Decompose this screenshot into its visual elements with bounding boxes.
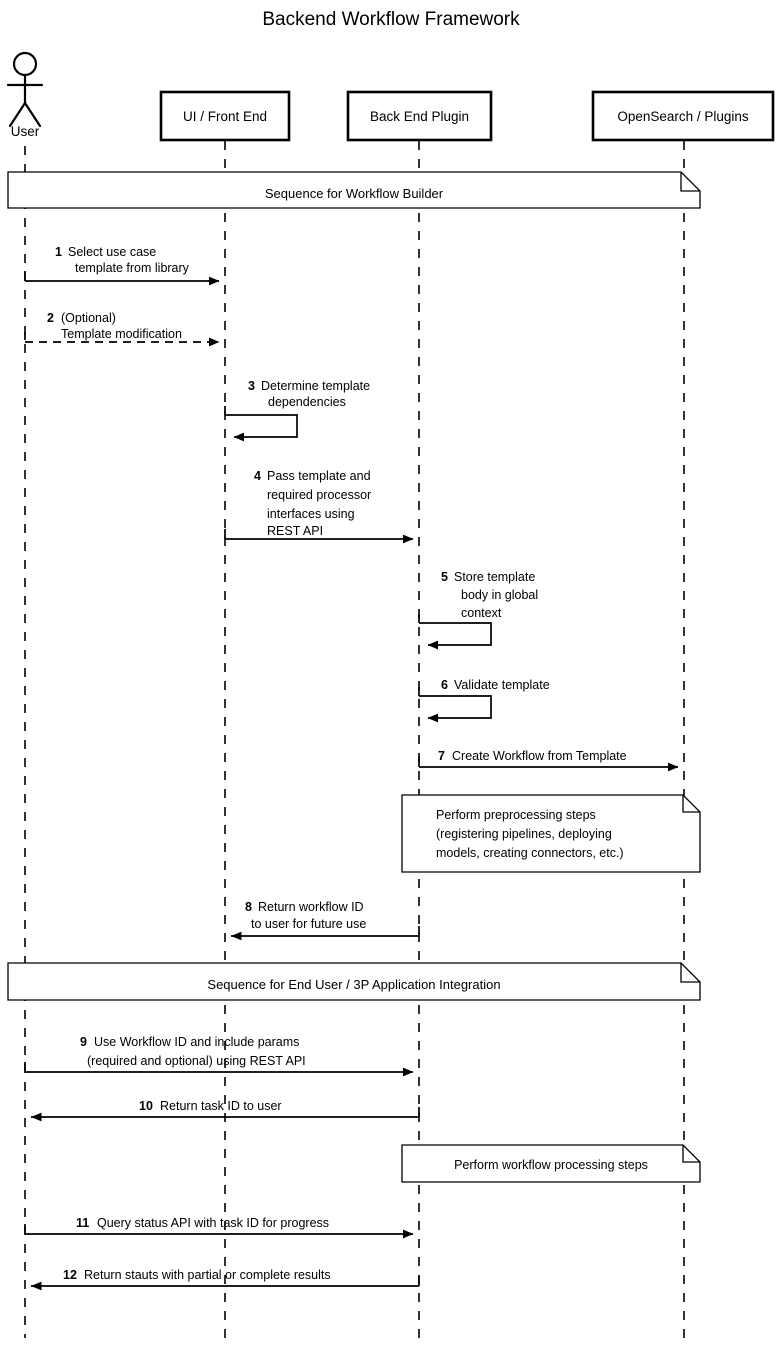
note-perform-preprocessing-steps <box>402 795 700 872</box>
message-3-line-2: dependencies <box>268 395 346 409</box>
message-3 <box>225 379 370 437</box>
message-8 <box>231 900 419 936</box>
participant-back-end-plugin[interactable] <box>348 92 491 140</box>
message-4 <box>225 469 413 539</box>
message-8-line-2: to user for future use <box>251 917 367 931</box>
participant-ui-front-end[interactable] <box>161 92 289 140</box>
message-2-line-2: Template modification <box>61 327 182 341</box>
message-9 <box>25 1035 413 1072</box>
message-4-line-1: Pass template and <box>267 469 371 483</box>
message-4-number: 4 <box>254 469 261 483</box>
stick-figure-actor-icon <box>8 53 42 126</box>
diagram-title: Backend Workflow Framework <box>262 9 520 30</box>
note-1-line-1: Perform preprocessing steps <box>436 808 596 822</box>
participant-label-opensearch: OpenSearch / Plugins <box>617 109 749 124</box>
message-10-number: 10 <box>139 1099 153 1113</box>
message-3-line-1: Determine template <box>261 379 371 393</box>
message-11-number: 11 <box>76 1216 90 1230</box>
message-8-line-1: Return workflow ID <box>258 900 364 914</box>
message-9-line-1: Use Workflow ID and include params <box>94 1035 300 1049</box>
message-1-line-1: Select use case <box>68 245 157 259</box>
participant-label-ui: UI / Front End <box>182 109 268 124</box>
message-5-line-1: Store template <box>454 570 536 584</box>
participant-opensearch-plugins[interactable] <box>593 92 773 140</box>
message-3-number: 3 <box>248 379 255 393</box>
message-1-line-2: template from library <box>75 261 189 275</box>
message-2 <box>25 311 219 342</box>
message-12-number: 12 <box>63 1268 77 1282</box>
participant-label-user: User <box>10 124 40 139</box>
message-1 <box>25 245 219 281</box>
message-7-line-1: Create Workflow from Template <box>452 749 627 763</box>
fragment-banner-workflow-builder <box>8 172 700 208</box>
message-6-number: 6 <box>441 678 448 692</box>
message-6-line-1: Validate template <box>454 678 550 692</box>
fragment-label-1: Sequence for Workflow Builder <box>264 186 444 201</box>
message-2-number: 2 <box>47 311 54 325</box>
message-9-line-2: (required and optional) using REST API <box>87 1054 306 1068</box>
message-4-line-3: interfaces using <box>267 507 355 521</box>
message-2-line-1: (Optional) <box>61 311 116 325</box>
participant-user[interactable] <box>8 53 42 139</box>
note-1-line-2: (registering pipelines, deploying <box>436 827 612 841</box>
fragment-banner-end-user-integration <box>8 963 700 1000</box>
message-11 <box>25 1216 413 1234</box>
message-11-line-1: Query status API with task ID for progress <box>97 1216 330 1230</box>
message-12-line-1: Return stauts with partial or complete results <box>84 1268 331 1282</box>
fragment-label-2: Sequence for End User / 3P Application Integration <box>207 977 501 992</box>
message-5 <box>419 570 538 645</box>
participant-label-backend: Back End Plugin <box>369 109 470 124</box>
message-5-line-3: context <box>461 606 502 620</box>
message-10-line-1: Return task ID to user <box>160 1099 282 1113</box>
message-7-number: 7 <box>438 749 445 763</box>
message-6 <box>419 678 550 718</box>
message-8-number: 8 <box>245 900 252 914</box>
note-2-line-1: Perform workflow processing steps <box>454 1158 648 1172</box>
message-5-number: 5 <box>441 570 448 584</box>
note-perform-workflow-processing-steps <box>402 1145 700 1182</box>
message-5-line-2: body in global <box>461 588 539 602</box>
message-9-number: 9 <box>80 1035 87 1049</box>
note-1-line-3: models, creating connectors, etc.) <box>436 846 624 860</box>
message-7 <box>419 749 678 767</box>
message-4-line-2: required processor <box>267 488 372 502</box>
message-1-number: 1 <box>55 245 62 259</box>
message-4-line-4: REST API <box>267 524 324 538</box>
